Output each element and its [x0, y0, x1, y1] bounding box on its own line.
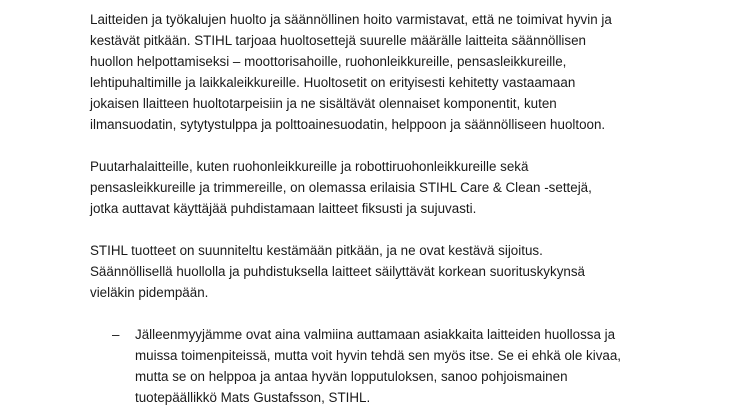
paragraph-care-and-clean — [90, 156, 690, 219]
text-line: kestävät pitkään. STIHL tarjoaa huoltosettejä suurelle määrälle laitteita säännöllisen — [90, 33, 586, 48]
paragraph-maintenance-kits — [90, 9, 690, 135]
quote-line: Jälleenmyyjämme ovat aina valmiina auttamaan asiakkaita laitteiden huollossa ja — [135, 327, 616, 342]
quote-line: mutta se on helppoa ja antaa hyvän lopputuloksen, sanoo pohjoismainen — [135, 369, 568, 384]
text-line: Säännöllisellä huollolla ja puhdistuksella laitteet säilyttävät korkean suorituskykynsä — [90, 264, 585, 279]
paragraph-durability — [90, 240, 690, 303]
text-line: STIHL tuotteet on suunniteltu kestämään pitkään, ja ne ovat kestävä sijoitus. — [90, 243, 543, 258]
text-line: Laitteiden ja työkalujen huolto ja säännöllinen hoito varmistavat, että ne toimivat hyvin ja — [90, 12, 612, 27]
text-line: ilmansuodatin, sytytystulppa ja polttoainesuodatin, helppoon ja säännölliseen huoltoon. — [90, 117, 606, 132]
text-line: jotka auttavat käyttäjää puhdistamaan laitteet fiksusti ja sujuvasti. — [90, 201, 477, 216]
text-line: huollon helpottamiseksi – moottorisahoille, ruohonleikkureille, pensasleikkureille, — [90, 54, 567, 69]
quote-block — [90, 324, 690, 408]
quote-dash: – — [112, 327, 120, 342]
quote-line: muissa toimenpiteissä, mutta voit hyvin tehdä sen myös itse. Se ei ehkä ole kivaa, — [135, 348, 622, 363]
text-line: vieläkin pidempään. — [90, 285, 209, 300]
text-line: pensasleikkureille ja trimmereille, on olemassa erilaisia STIHL Care & Clean -settejä, — [90, 180, 592, 195]
document-body — [90, 9, 690, 408]
quote-line: tuotepäällikkö Mats Gustafsson, STIHL. — [135, 390, 371, 405]
text-line: lehtipuhaltimille ja laikkaleikkureille. Huoltosetit on erityisesti kehitetty vastaamaan — [90, 75, 576, 90]
text-line: Puutarhalaitteille, kuten ruohonleikkureille ja robottiruohonleikkureille sekä — [90, 159, 529, 174]
text-line: jokaisen llaitteen huoltotarpeisiin ja ne sisältävät olennaiset komponentit, kuten — [90, 96, 557, 111]
